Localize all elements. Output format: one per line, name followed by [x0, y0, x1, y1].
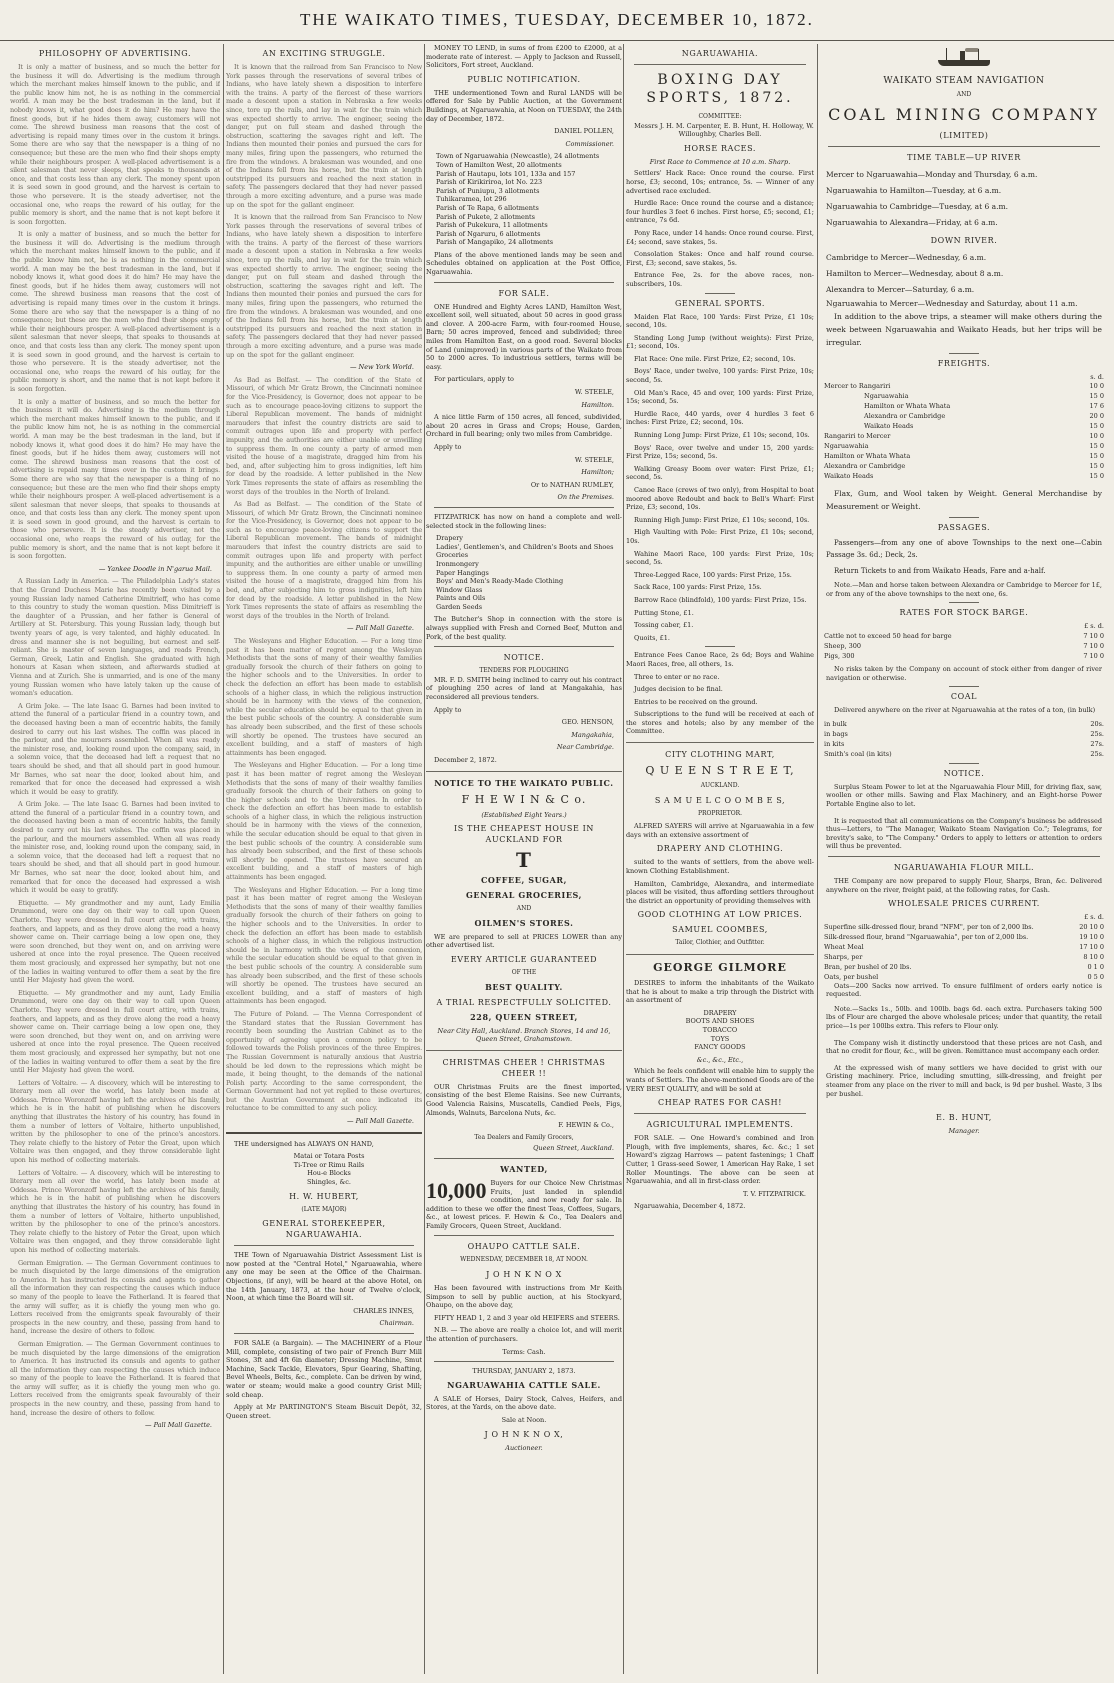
- column-4: [626, 44, 814, 1674]
- article-attribution: — New York World.: [349, 363, 414, 372]
- price-row: Silk-dressed flour, brand "Ngaruawahia", per ton of 2,000 lbs. 19 10 0: [824, 932, 1104, 941]
- ad-heading: OHAUPO CATTLE SALE.: [467, 1242, 581, 1252]
- wholesale-columns: £ s. d.: [1084, 913, 1104, 922]
- ad-place: Near Cambridge.: [556, 743, 614, 752]
- ad-item: Shingles, &c.: [307, 1178, 351, 1187]
- divider: [828, 856, 1100, 857]
- land-lot-list: [436, 152, 622, 247]
- ad-line: IS THE CHEAPEST HOUSE IN AUCKLAND FOR: [454, 824, 594, 845]
- ad-role: Auctioneer.: [505, 1443, 543, 1452]
- masthead-title: THE WAIKATO TIMES, TUESDAY, DECEMBER 10, 1872.: [300, 10, 814, 29]
- article-attribution: — Pall Mall Gazette.: [145, 1421, 212, 1430]
- article-attribution: — Yankee Doodle in N'garua Mail.: [98, 564, 212, 573]
- sport-entry: High Vaulting with Pole: First Prize, £1 10s; second, 10s.: [626, 528, 814, 545]
- freight-row: Hamilton or Whata Whata 17 6: [864, 402, 1104, 411]
- passages-note: Note.—Man and horse taken between Alexandra or Cambridge to Mercer for 1£, or from any of the above townships to the next one, 6s.: [826, 581, 1102, 598]
- ad-place: Queen Street, Auckland.: [533, 1144, 614, 1153]
- column-divider: [817, 44, 818, 1674]
- stock-item: Ladies', Gentlemen's, and Children's Boots and Shoes: [436, 542, 614, 551]
- stock-barge-heading: RATES FOR STOCK BARGE.: [899, 608, 1029, 618]
- stock-barge-note: No risks taken by the Company on account of stock either from danger of river navigation or otherwise.: [826, 664, 1102, 682]
- sport-entry: Old Man's Race, 45 and over, 100 yards: First Prize, 15s; second, 5s.: [626, 388, 814, 406]
- ad-terms: Terms: Cash.: [502, 1347, 546, 1356]
- divider: [634, 1113, 806, 1114]
- committee-label: COMMITTEE:: [698, 113, 742, 120]
- ad-date: THURSDAY, JANUARY 2, 1873.: [472, 1367, 576, 1376]
- ad-text: A nice little Farm of 150 acres, all fenced, subdivided, about 20 acres in Grass and Crops; House, Garden, Orchard in full bearing; only two miles from Cambridge.: [426, 413, 622, 439]
- ad-signature: W. STEELE,: [574, 388, 614, 396]
- stock-barge-row: Sheep, 300 7 10 0: [824, 641, 1104, 650]
- ad-date: December 2, 1872.: [434, 756, 497, 764]
- ad-signature: SAMUEL COOMBES,: [672, 925, 768, 935]
- ad-text: Buyers for our Choice New Christmas Fruits, just landed in splendid condition, and now ready for sale. In addition to these we offer the finest Teas, Coffees, Sugars, &c., at lowest prices. F. Hewin & Co., Tea Dealers and Family Grocers, Queen Street, Auckland.: [426, 1178, 622, 1230]
- price-row: Wheat Meal 17 10 0: [824, 942, 1104, 951]
- ad-city: AUCKLAND.: [700, 782, 740, 790]
- divider: [705, 646, 735, 647]
- ad-text: ALFRED SAYERS will arrive at Ngaruawahia in a few days with an extensive assortment of: [626, 822, 814, 839]
- stock-item: Drapery: [436, 534, 463, 543]
- ad-heading: NOTICE.: [503, 653, 545, 663]
- article-body: Letters of Voltaire. — A discovery, which will be interesting to literary men all over the world, has lately been made at Oddessa. Prince Woronzoff having left the archives of his family, which he is in the habit of publishing when he discovers anything that illustrates the history of his country, has found in them a number of letters of Voltaire, hitherto unpublished, written by the philosopher to one of the prince's ancestors. They relate chiefly to the history of Peter the Great, upon which Voltaire was then engaged, and they throw considerable light upon his method of collecting materials.: [10, 1078, 220, 1165]
- divider: [949, 686, 979, 687]
- column-divider: [223, 44, 224, 1674]
- freights-heading: FREIGHTS.: [937, 358, 991, 368]
- land-lot: Parish of Hautapu, lots 101, 133a and 157: [436, 169, 576, 178]
- sports-heading: BOXING DAY SPORTS, 1872.: [646, 72, 794, 106]
- ad-text: DESIRES to inform the inhabitants of the Waikato that he is about to make a trip through the District with an assortment of: [626, 979, 814, 1005]
- divider: [949, 353, 979, 354]
- mill-heading: NGARUAWAHIA FLOUR MILL.: [893, 862, 1035, 872]
- ad-name: H. W. HUBERT,: [289, 1191, 359, 1201]
- ad-owner: S A M U E L C O O M B E S,: [654, 795, 786, 805]
- sport-entry: Flat Race: One mile. First Prize, £2; second, 10s.: [634, 354, 796, 363]
- divider: [426, 1050, 622, 1051]
- article-body: The Future of Poland. — The Vienna Correspondent of the Standard states that the Russian Government has recently been sounding the Austrian Cabinet as to the opportunity of agreeing upon a common policy to be followed towards the Polish provinces of the three Empires. The Russian Government is naturally anxious that Austria should be led down to the repressions which might be made, it being thought, to the demands of the national Polish party. According to the same correspondent, the German Government had not yet replied to these overtures, but the Austrian Government at once indicated its reluctance to be committed to any such policy.: [226, 1009, 422, 1113]
- land-lot: Parish of Puniupu, 3 allotments: [436, 186, 540, 195]
- ad-text: Which he feels confident will enable him to supply the wants of Settlers. The above-mentioned Goods are of the VERY BEST QUALITY, and will be sold at: [626, 1067, 814, 1093]
- divider: [949, 763, 979, 764]
- divider: [434, 1361, 614, 1362]
- divider: [434, 646, 614, 647]
- company-name: COAL MINING COMPANY: [828, 104, 1100, 124]
- ad-text: Has been favoured with instructions from Mr Keith Simpson to sell by public auction, at his Stockyard, Ohaupo, on the above day,: [426, 1284, 622, 1310]
- ad-heading: NGARUAWAHIA CATTLE SALE.: [447, 1379, 601, 1390]
- ad-goods: GOOD CLOTHING AT LOW PRICES.: [637, 910, 803, 920]
- article-body: A Grim Joke. — The late Isaac G. Barnes had been invited to attend the funeral of a particular friend in a country town, and the deceased having been a man of eccentric habits, the family desired to carry out his last wishes. The coffin was placed in the parlour, and the mourners assembled. When all was ready the minister rose, and, looking round upon the company, said, in a solemn voice, that the deceased had left a request that no tears should be shed, and that all should part in good humour. Mr Barnes, who sat near the door, looked about him, and remarked that for once the deceased had expressed a wish which it would be easy to gratify.: [10, 701, 220, 796]
- entrance-fees: Entrance Fees Canoe Race, 2s 6d; Boys and Wahine Maori Races, free, all others, 1s.: [626, 651, 814, 668]
- start-time: First Race to Commence at 10 a.m. Sharp.: [649, 157, 791, 166]
- sport-entry: Hurdle Race, 440 yards, over 4 hurdles 3 feet 6 inches: First Prize, £2; second, 10s.: [626, 409, 814, 427]
- ad-signature: W. STEELE,: [574, 455, 614, 464]
- divider: [434, 507, 614, 508]
- sport-entry: Tossing caber, £1.: [634, 621, 694, 630]
- ad-goods: DRAPERY AND CLOTHING.: [656, 844, 784, 854]
- land-lot: Parish of Te Rapa, 6 allotments: [436, 203, 539, 212]
- stock-item: Paints and Oils: [436, 594, 486, 603]
- ad-text: FOR SALE (a Bargain). — The MACHINERY of a Flour Mill, complete, consisting of two pair of French Burr Mill Stones, 3ft and 4ft 6in diameter; Dressing Machine, Smut Machine, Sack Tackle, Elevators, Spur Gearing, Shafting, Bevel Wheels, Belts, &c., complete. Can be driven by wind, water or steam; would make a good country Grist Mill; sold cheap.: [226, 1338, 422, 1399]
- sport-entry: Canoe Race (crews of two only), from Hospital to boat moored above Redoubt and back to Bell's Wharf: First Prize, £3; second, 10s.: [626, 486, 814, 512]
- article-body: A Grim Joke. — The late Isaac G. Barnes had been invited to attend the funeral of a particular friend in a country town, and the deceased having been a man of eccentric habits, the family desired to carry out his last wishes. The coffin was placed in the parlour, and the mourners assembled. When all was ready the minister rose, and, looking round upon the company, said, in a solemn voice, that the deceased had left a request that no tears should be shed, and that all should part in good humour. Mr Barnes, who sat near the door, looked about him, and remarked that for once the deceased had expressed a wish which it would be easy to gratify.: [10, 800, 220, 895]
- sport-entry: Barrow Race (blindfold), 100 yards: First Prize, 15s.: [634, 595, 807, 604]
- ad-role: Chairman.: [379, 1319, 414, 1328]
- ad-text: A SALE of Horses, Dairy Stock, Calves, Heifers, and Stores, at the Yards, on the above date.: [426, 1394, 622, 1412]
- sport-entry: Running Long Jump: First Prize, £1 10s; second, 10s.: [634, 431, 810, 440]
- freight-row: Waikato Heads 15 0: [824, 472, 1104, 481]
- gristing-note: At the expressed wish of many settlers we have decided to grist with our Gristing machinery. Price, including smutting, silk-dressing, and freight per steamer from any place on the river to mill and back, is 9d per bushel. Waste, 3 lbs per bushel.: [826, 1063, 1102, 1098]
- ad-text: The Butcher's Shop in connection with the store is always supplied with Fresh and Corned Beef, Mutton and Pork, of the best quality.: [426, 615, 622, 641]
- ad-signature: F. HEWIN & Co.,: [558, 1121, 614, 1130]
- ad-sale-time: Sale at Noon.: [501, 1416, 547, 1424]
- article-body: The Wesleyans and Higher Education. — For a long time past it has been matter of regret among the Wesleyan Methodists that the sons of many of their wealthy families gradually forsook the church of their fathers on going to the higher schools and to the Universities. In order to check the defection an effort has been made to establish schools of a higher class, in which the religious instruction should be in harmony with the views of the connexion, while the secular education should be equal to that given in the best public schools of the country. A considerable sum has already been subscribed, and the first of these schools will shortly be opened. The trustees have secured an excellent building, and a staff of masters of high attainments has been engaged.: [226, 885, 422, 1006]
- ad-text: WE are prepared to sell at PRICES LOWER than any other advertised list.: [426, 932, 622, 950]
- ad-role: Tailor, Clothier, and Outfitter.: [675, 939, 765, 947]
- divider: [426, 771, 622, 772]
- rule-text: Entries to be received on the ground.: [634, 697, 758, 706]
- divider: [705, 293, 735, 294]
- auctioneer-name: J O H N K N O X: [486, 1270, 562, 1280]
- ad-item: Matai or Totara Posts: [293, 1152, 365, 1161]
- coal-row: in bulk 20s.: [824, 719, 1104, 728]
- divider: [234, 1333, 414, 1334]
- freight-row: Alexandra or Cambridge 15 0: [824, 462, 1104, 471]
- ad-heading: NOTICE TO THE WAIKATO PUBLIC.: [434, 777, 614, 788]
- timetable-heading: TIME TABLE—UP RIVER: [907, 152, 1021, 162]
- ad-text: N.B. — The above are really a choice lot, and will merit the attention of purchasers.: [426, 1326, 622, 1344]
- article-body: As Bad as Belfast. — The condition of the State of Missouri, of which Mr Gratz Brown, the Cincinnati nominee for the Vice-Presidency, is Governor, does not appear to be such as to encourage peace-loving citizens to support the Liberal Republican movement. The bands of midnight marauders that infest the country districts are said to commit outrages upon life and property with perfect impunity, and the authorities are either unable or unwilling to suppress them. In one county a party of armed men visited the house of a magistrate, dragged him from his bed, and, after subjecting him to gross indignities, left him for dead by the roadside. A letter published in the New York Times represents the state of affairs as resembling the worst days of the troubles in the North of Ireland.: [226, 375, 422, 496]
- ad-role: Tea Dealers and Family Grocers,: [474, 1133, 574, 1141]
- land-lot: Parish of Pukete, 2 allotments: [436, 212, 535, 221]
- freight-row: Hamilton or Whata Whata 15 0: [824, 452, 1104, 461]
- ad-subtitle: (LATE MAJOR): [301, 1205, 347, 1213]
- article-body: German Emigration. — The German Government continues to be much disquieted by the large dimensions of the emigration to America. It has instructed its consuls and agents to gather all the information they can respecting the causes which induce so many of the people to leave the Fatherland. It is feared that the army will suffer, as it is chiefly the young men who go. Letters received from the emigrants speak favourably of their prospects in the new country, and these, passing from hand to hand, increase the desire of others to follow.: [10, 1339, 220, 1417]
- committee-members: Messrs J. H. M. Carpenter, E. B. Hunt, H. Holloway, W. Willoughby, Charles Bell.: [634, 121, 814, 139]
- column-divider: [623, 44, 624, 1674]
- freight-row: Ngaruawahia 15 0: [864, 392, 1104, 401]
- divider: [828, 146, 1100, 147]
- article-body: A Russian Lady in America. — The Philadelphia Lady's states that the Grand Duchess Marie has recently been visited by a young Russian lady named Catherine Dimitrieff, who has come to this country to study the woman question. Miss Dimitrieff is the daughter of a Prussian, and her father is General of Artillery at St. Petersburg. This young Russian lady, though but twenty years of age, is very talented, and highly educated. In dress and manner she is not beguiling, but earnest and self-reliant. She is master of seven languages, and reads French, German, Greek, Latin and English. She graduated with high honours at Kasan when sixteen, and afterwards studied at Vienna and at Zurich. She is unmarried, and is one of the many young Russian women who have lately taken up the cause of woman's education.: [10, 577, 220, 698]
- article-heading: AN EXCITING STRUGGLE.: [262, 49, 386, 58]
- company-name: WAIKATO STEAM NAVIGATION: [883, 76, 1045, 86]
- divider: [626, 954, 814, 955]
- land-lot: Town of Ngaruawahia (Newcastle), 24 allotments: [436, 152, 600, 161]
- ad-item: Hou-e Blocks: [307, 1169, 351, 1178]
- ad-text: FIFTY HEAD 1, 2 and 3 year old HEIFERS and STEERS.: [434, 1313, 620, 1322]
- article-attribution: — Pall Mall Gazette.: [347, 624, 414, 633]
- timetable-entry: Cambridge to Mercer—Wednesday, 6 a.m.: [826, 252, 987, 262]
- ad-place: Hamilton.: [581, 400, 614, 409]
- race-entry: Consolation Stakes: Once and half round course. First, £3; second, save stakes, 5s.: [626, 250, 814, 267]
- price-row: Bran, per bushel of 20 lbs. 0 1 0: [824, 962, 1104, 971]
- stock-barge-columns: £ s. d.: [1084, 622, 1104, 631]
- ad-date: Ngaruawahia, December 4, 1872.: [634, 1202, 746, 1211]
- stock-item: Paper Hangings: [436, 568, 489, 577]
- manager-signature: E. B. HUNT,: [936, 1113, 992, 1123]
- article-body: It is only a matter of business, and so much the better for the business it will do. Advertising is the medium through which the merchant makes himself known to the public, and if the public know him not, he is as nothing in the commercial world. A man may be the best tradesman in the land, but if nobody knows it, what good does it do him? He may have the finest goods, but if he hides them away, customers will not come. The shrewd business man reasons that the cost of advertising is repaid many times over in the custom it brings. Some there are who say that the newspaper is a thing of no consequence; but these are the men who find their shops empty while their neighbours prosper. A well-placed advertisement is a silent salesman that never sleeps, that speaks to thousands at once, and that costs less than any clerk. The money spent upon it is seed sown in good ground, and the harvest is certain to those who persevere. It is the steady advertiser, not the occasional one, who reaps the reward of his outlay, for the public memory is short, and the name that is not kept before it is soon forgotten.: [10, 63, 220, 226]
- sport-entry: Quoits, £1.: [634, 633, 670, 642]
- race-entry: Pony Race, under 14 hands: Once round course. First, £4; second, save stakes, 5s.: [626, 228, 814, 246]
- article-body: Letters of Voltaire. — A discovery, which will be interesting to literary men all over the world, has lately been made at Oddessa. Prince Woronzoff having left the archives of his family, which he is in the habit of publishing when he discovers anything that illustrates the history of his country, has found in them a number of letters of Voltaire, hitherto unpublished, written by the philosopher to one of the prince's ancestors. They relate chiefly to the history of Peter the Great, upon which Voltaire was then engaged, and they throw considerable light upon his method of collecting materials.: [10, 1168, 220, 1254]
- wholesale-heading: WHOLESALE PRICES CURRENT.: [888, 899, 1040, 909]
- stock-item: Garden Seeds: [436, 602, 483, 611]
- article-body: Etiquette. — My grandmother and my aunt, Lady Emilia Drummond, were one day on their way to call upon Queen Charlotte. They were dressed in full court attire, with trains, feathers, and lappets, and as they drove along the road a heavy shower came on. Their carriage being a low open one, they were soon drenched, but they went on, and on arriving were ushered at once into the royal presence. The Queen received them most graciously, and expressed her sympathy, but not one of the ladies in waiting ventured to offer them a seat by the fire until Her Majesty had given the word.: [10, 898, 220, 985]
- sport-entry: Three-Legged Race, 100 yards: First Prize, 15s.: [634, 570, 792, 579]
- ad-heading: PUBLIC NOTIFICATION.: [467, 74, 581, 84]
- stock-item: Ironmongery: [436, 559, 479, 568]
- coal-heading: COAL: [950, 692, 978, 702]
- ad-text: THE undersigned has ALWAYS ON HAND,: [234, 1139, 374, 1148]
- divider: [634, 64, 806, 65]
- price-row: Sharps, per 8 10 0: [824, 952, 1104, 961]
- race-entry: Entrance Fee, 2s. for the above races, non-subscribers, 10s.: [626, 271, 814, 288]
- ad-text: THE undermentioned Town and Rural LANDS will be offered for Sale by Public Auction, at the Government Buildings, at Ngaruawahia, at Noon on TUESDAY, the 24th day of December, 1872.: [426, 88, 622, 123]
- land-lot: Parish of Mangapiko, 24 allotments: [436, 238, 554, 247]
- ad-signature: Or to NATHAN RUMLEY,: [530, 480, 614, 489]
- coal-row: in bags 25s.: [824, 729, 1104, 738]
- sport-entry: Walking Greasy Boom over water: First Prize, £1; second, 5s.: [626, 464, 814, 482]
- timetable-note: In addition to the above trips, a steamer will make others during the week between Ngaruawahia and Waikato Heads, but her trips will be irregular.: [826, 311, 1102, 347]
- stock-barge-row: Pigs, 300 7 10 0: [824, 651, 1104, 660]
- rule-text: Three to enter or no race.: [634, 672, 720, 681]
- ad-text: Apply to: [434, 705, 462, 714]
- ad-text: Hamilton, Cambridge, Alexandra, and intermediate places will be visited, thus affording settlers throughout the district an opportunity of providing themselves with: [626, 879, 814, 905]
- rule-text: Judges decision to be final.: [634, 685, 723, 694]
- freight-row: Rangariri to Mercer 10 0: [824, 432, 1104, 441]
- divider: [434, 282, 614, 283]
- ad-rates: CHEAP RATES FOR CASH!: [657, 1098, 783, 1108]
- freight-row: Alexandra or Cambridge 20 0: [864, 412, 1104, 421]
- sport-entry: Wahine Maori Race, 100 yards: First Prize, 10s; second, 5s.: [626, 549, 814, 567]
- freights-columns: s. d.: [1090, 372, 1104, 381]
- credit-note: The Company wish it distinctly understood that these prices are not Cash, and that no credit for flour, &c., will be given. Remittance must accompany each order.: [826, 1038, 1102, 1056]
- ad-text: suited to the wants of settlers, from the above well-known Clothing Establishment.: [626, 858, 814, 876]
- column-5: [820, 44, 1108, 1674]
- divider: [434, 1235, 614, 1236]
- sport-entry: Putting Stone, £1.: [634, 608, 694, 617]
- ad-established: (Established Eight Years.): [481, 810, 567, 819]
- ad-heading: CHRISTMAS CHEER ! CHRISTMAS CHEER !!: [442, 1057, 606, 1078]
- land-lot: Parish of Ngaruru, 6 allotments: [436, 229, 541, 238]
- ad-signature: DANIEL POLLEN,: [554, 127, 614, 136]
- ad-item: Ti-Tree or Rimu Rails: [293, 1160, 365, 1169]
- article-heading: PHILOSOPHY OF ADVERTISING.: [38, 49, 192, 58]
- land-lot: Parish of Kirikiriroa, lot No. 223: [436, 178, 543, 187]
- ad-and: AND: [516, 905, 532, 913]
- ad-place: On the Premises.: [557, 493, 614, 502]
- article-body: It is known that the railroad from San Francisco to New York passes through the reservations of several tribes of Indians, who have lately shewn a disposition to interfere with the trains. A party of the fiercest of these warriors made a descent upon a station in Nebraska a few weeks since, tore up the rails, and lay in wait for the train which was expected shortly to arrive. The engineer, seeing the danger, put on full steam and dashed through the obstruction, scattering the savages right and left. The Indians then mounted their ponies and pursued the cars for many miles, firing upon the passengers, who returned the fire from the windows. A brakesman was wounded, and one of the Indians fell from his horse, but the train at length outstripped its pursuers and reached the next station in safety. The passengers declared that they had never passed through a more exciting adventure, and a purse was made up on the spot for the gallant engineer.: [226, 213, 422, 359]
- ad-text: For particulars, apply to: [434, 375, 514, 384]
- divider: [949, 602, 979, 603]
- freight-row: Ngaruawahia 15 0: [824, 442, 1104, 451]
- auctioneer-name: J O H N K N O X,: [484, 1429, 564, 1439]
- section-heading: HORSE RACES.: [683, 143, 757, 153]
- wholesale-oats: Oats—200 Sacks now arrived. To ensure fulfilment of orders early notice is requested.: [826, 981, 1102, 999]
- ad-role: Commissioner.: [565, 139, 614, 148]
- ad-text: OUR Christmas Fruits are the finest imported, consisting of the best Eleme Raisins. See new Currants, Good Valencia Raisins, Muscatells, Candied Peels, Figs, Almonds, Walnuts, Barcelona Nuts, &c.: [426, 1082, 622, 1117]
- ad-text: Plans of the above mentioned lands may be seen and Schedules obtained on application at the Post Office, Ngaruawahia.: [426, 250, 622, 277]
- steamship-icon: [936, 48, 992, 70]
- divider: [626, 742, 814, 743]
- ad-place: Mangakahia,: [571, 730, 614, 739]
- price-row: Oats, per bushel 0 5 0: [824, 972, 1104, 981]
- ad-text: ONE Hundred and Eighty Acres LAND, Hamilton West, excellent soil, well situated, about 50 acres in good grass and clover. A 200-acre Farm, with four-roomed House, Barn; 50 acres improved, fenced and subdivided; three miles from Hamilton East, on a good road. Several blocks of Land (unimproved) in various parts of the Waikato from 50 to 2000 acres. To industrious settlers, terms will be easy.: [426, 302, 622, 371]
- stock-item: Boys' and Men's Ready-Made Clothing: [436, 577, 564, 586]
- goods-etc: &c., &c., Etc.,: [696, 1055, 744, 1064]
- column-2: [226, 44, 422, 1674]
- article-body: As Bad as Belfast. — The condition of the State of Missouri, of which Mr Gratz Brown, the Cincinnati nominee for the Vice-Presidency, is Governor, does not appear to be such as to encourage peace-loving citizens to support the Liberal Republican movement. The bands of midnight marauders that infest the country districts are said to commit outrages upon life and property with perfect impunity, and the authorities are either unable or unwilling to suppress them. In one county a party of armed men visited the house of a magistrate, dragged him from his bed, and, after subjecting him to gross indignities, left him for dead by the roadside. A letter published in the New York Times represents the state of affairs as resembling the worst days of the troubles in the North of Ireland.: [226, 500, 422, 620]
- ad-subheading: TENDERS FOR PLOUGHING: [479, 667, 569, 675]
- company-and: AND: [956, 91, 972, 98]
- goods-item: DRAPERY: [703, 1008, 737, 1017]
- notice-text: Surplus Steam Power to let at the Ngaruawahia Flour Mill, for driving flax, saw, woollen or other mills. Sawing and Flax Machinery, and an Eight-horse Power Portable Engine also to let.: [826, 782, 1102, 808]
- goods-list: [626, 1009, 814, 1052]
- goods-item: FANCY GOODS: [694, 1043, 746, 1052]
- ad-signature: T. V. FITZPATRICK.: [743, 1189, 806, 1198]
- ad-trial: A TRIAL RESPECTFULLY SOLICITED.: [436, 997, 612, 1007]
- company-limited: (LIMITED): [939, 130, 989, 140]
- sport-entry: Maiden Flat Race, 100 Yards: First Prize, £1 10s; second, 10s.: [626, 312, 814, 330]
- sport-entry: Running High Jump: First Prize, £1 10s; second, 10s.: [634, 515, 810, 524]
- ad-text: MR. F. D. SMITH being inclined to carry out his contract of ploughing 250 acres of land at Mangakahia, has reconsidered all previous tenders.: [426, 675, 622, 702]
- ad-heading: WANTED,: [500, 1163, 548, 1174]
- land-lot: Parish of Pukekura, 11 allotments: [436, 221, 548, 230]
- goods-item: TOBACCO: [702, 1025, 738, 1034]
- divider: [434, 1158, 614, 1159]
- passages-text: Passengers—from any one of above Townships to the next one—Cabin Passage 3s. 6d.; Deck, 2s.: [826, 539, 1102, 560]
- ad-street: Q U E E N S T R E E T,: [645, 764, 795, 778]
- ad-address: 228, QUEEN STREET,: [470, 1011, 578, 1022]
- passages-return: Return Tickets to and from Waikato Heads, Fare and a-half.: [834, 567, 1046, 576]
- ad-heading: AGRICULTURAL IMPLEMENTS.: [646, 1120, 794, 1130]
- divider: [234, 1245, 414, 1246]
- ad-signature: GEO. HENSON,: [561, 718, 614, 727]
- column-divider: [424, 44, 425, 1674]
- sport-entry: Standing Long Jump (without weights): First Prize, £1; second, 10s.: [626, 333, 814, 351]
- ad-place: NGARUAWAHIA.: [681, 49, 759, 58]
- timetable-entry: Ngaruawahia to Hamilton—Tuesday, at 6 a.m.: [826, 185, 1002, 195]
- timetable-entry: Mercer to Ngaruawahia—Monday and Thursday, 6 a.m.: [826, 169, 1038, 179]
- timetable-entry: Ngaruawahia to Cambridge—Tuesday, at 6 a.m.: [826, 201, 1009, 211]
- land-lot: Tuhikaramea, lot 296: [436, 195, 507, 204]
- column-1: [10, 44, 220, 1674]
- ad-text: THE Town of Ngaruawahia District Assessment List is now posted at the "Central Hotel," Ngaruawahia, where any one may be seen at the Office of the Chairman. Objections, (if any), will be heard at the above Hotel, on the 14th January, 1873, at the hour of Twelve o'clock, Noon, at which time the Board will sit.: [226, 1251, 422, 1303]
- ad-guarantee: EVERY ARTICLE GUARANTEED: [450, 954, 598, 964]
- stock-item: Groceries: [436, 551, 469, 560]
- ad-text: MONEY TO LEND, in sums of from £200 to £2000, at a moderate rate of interest. — Apply to Jackson and Russell, Solicitors, Fort street, Auckland.: [426, 44, 622, 70]
- divider: [949, 517, 979, 518]
- timetable-entry: Alexandra to Mercer—Saturday, 6 a.m.: [826, 284, 975, 294]
- freights-note: Flax, Gum, and Wool taken by Weight. General Merchandise by Measurement or Weight.: [826, 489, 1102, 512]
- article-body: It is known that the railroad from San Francisco to New York passes through the reservations of several tribes of Indians, who have lately shewn a disposition to interfere with the trains. A party of the fiercest of these warriors made a descent upon a station in Nebraska a few weeks since, tore up the rails, and lay in wait for the train which was expected shortly to arrive. The engineer, seeing the danger, put on full steam and dashed through the obstruction, scattering the savages right and left. The Indians then mounted their ponies and pursued the cars for many miles, firing upon the passengers, who returned the fire from the windows. A brakesman was wounded, and one of the Indians fell from his horse, but the train at length outstripped its pursuers and reached the next station in safety. The passengers declared that they had never passed through a more exciting adventure, and a purse was made up on the spot for the gallant engineer.: [226, 63, 422, 209]
- race-entry: Settlers' Hack Race: Once round the course. First horse, £3; second, 10s; entrance, 5s. — Winner of any advertised race excluded.: [626, 169, 814, 195]
- timetable-entry: Ngaruawahia to Alexandra—Friday, at 6 a.m.: [826, 217, 998, 227]
- ad-address-detail: Near City Hall, Auckland. Branch Stores, 14 and 16, Queen Street, Grahamstown.: [437, 1026, 611, 1044]
- race-entry: Hurdle Race: Once round the course and a distance; four hurdles 3 feet 6 inches. First horse, £5; second, £1; entrance, 7s 6d.: [626, 199, 814, 225]
- rule-text: Subscriptions to the fund will be received at each of the stores and hotels; also by any member of the Committee.: [626, 710, 814, 736]
- sport-entry: Boys' Race, over twelve and under 15, 200 yards: First Prize, 15s; second, 5s.: [626, 443, 814, 461]
- sport-entry: Sack Race, 100 yards: First Prize, 15s.: [634, 583, 762, 592]
- coal-text: Delivered anywhere on the river at Ngaruawahia at the rates of a ton, (in bulk): [834, 706, 1096, 715]
- ad-quality: BEST QUALITY.: [485, 981, 563, 992]
- goods-item: BOOTS AND SHOES: [685, 1017, 755, 1026]
- stock-barge-row: Cattle not to exceed 50 head for barge 7 10 0: [824, 631, 1104, 640]
- article-body: German Emigration. — The German Government continues to be much disquieted by the large dimensions of the emigration to America. It has instructed its consuls and agents to gather all the information they can respecting the causes which induce so many of the people to leave the Fatherland. It is feared that the army will suffer, as it is chiefly the young men who go. Letters received from the emigrants speak favourably of their prospects in the new country, and these, passing from hand to hand, increase the desire of others to follow.: [10, 1258, 220, 1336]
- coal-row: in kits 27s.: [824, 739, 1104, 748]
- article-body: The Wesleyans and Higher Education. — For a long time past it has been matter of regret among the Wesleyan Methodists that the sons of many of their wealthy families gradually forsook the church of their fathers on going to the higher schools and to the Universities. In order to check the defection an effort has been made to establish schools of a higher class, in which the religious instruction should be in harmony with the views of the connexion, while the secular education should be equal to that given in the best public schools of the country. A considerable sum has already been subscribed, and the first of these schools will shortly be opened. The trustees have secured an excellent building, and a staff of masters of high attainments has been engaged.: [226, 761, 422, 882]
- article-body: Etiquette. — My grandmother and my aunt, Lady Emilia Drummond, were one day on their way to call upon Queen Charlotte. They were dressed in full court attire, with trains, feathers, and lappets, and as they drove along the road a heavy shower came on. Their carriage being a low open one, they were soon drenched, but they went on, and on arriving were ushered at once into the royal presence. The Queen received them most graciously, and expressed her sympathy, but not one of the ladies in waiting ventured to offer them a seat by the fire until Her Majesty had given the word.: [10, 988, 220, 1075]
- ad-text: FITZPATRICK has now on hand a complete and well-selected stock in the following lines:: [426, 512, 622, 530]
- column-3: [426, 44, 622, 1674]
- land-lot: Town of Hamilton West, 20 allotments: [436, 160, 562, 169]
- coal-row: Smith's coal (in kits) 25s.: [824, 749, 1104, 758]
- ad-text: Apply to: [434, 442, 462, 451]
- ad-text: FOR SALE. — One Howard's combined and Iron Plough, with five implements, shares, &c. &c.; 1 set Howard's zigzag Harrows — patent fastenings; 1 Chaff Cutter, 1 Grass-seed Sower, 1 American Hay Rake, 1 set Roller Mountings. The above can be seen at Ngaruawahia, and all in first-class order.: [626, 1134, 814, 1186]
- notice-text: It is requested that all communications on the Company's business be addressed thus—Letters, to "The Manager, Waikato Steam Navigation Co."; Telegrams, for brevity's sake, to "The Company." Orders to apply to letters or attention to orders will thus be prevented.: [826, 816, 1102, 851]
- mill-text: THE Company are now prepared to supply Flour, Sharps, Bran, &c. Delivered anywhere on the river, freight paid, at the following rates, for Cash.: [826, 876, 1102, 894]
- timetable-entry: Hamilton to Mercer—Wednesday, about 8 a.m.: [826, 268, 1004, 278]
- ad-shop-name: F H E W I N & C o.: [461, 792, 587, 806]
- goods-item: TOYS: [710, 1034, 730, 1043]
- stock-item: Window Glass: [436, 585, 483, 594]
- ad-place: Hamilton;: [581, 468, 614, 477]
- article-body: It is only a matter of business, and so much the better for the business it will do. Advertising is the medium through which the merchant makes himself known to the public, and if the public know him not, he is as nothing in the commercial world. A man may be the best tradesman in the land, but if nobody knows it, what good does it do him? He may have the finest goods, but if he hides them away, customers will not come. The shrewd business man reasons that the cost of advertising is repaid many times over in the custom it brings. Some there are who say that the newspaper is a thing of no consequence; but these are the men who find their shops empty while their neighbours prosper. A well-placed advertisement is a silent salesman that never sleeps, that speaks to thousands at once, and that costs less than any clerk. The money spent upon it is seed sown in good ground, and the harvest is certain to those who persevere. It is the steady advertiser, not the occasional one, who reaps the reward of his outlay, for the public memory is short, and the name that is not kept before it is soon forgotten.: [10, 230, 220, 393]
- price-row: Superfine silk-dressed flour, brand "NFM", per ton of 2,000 lbs. 20 10 0: [824, 922, 1104, 931]
- ad-goods: OILMEN'S STORES.: [474, 917, 574, 928]
- article-body: It is only a matter of business, and so much the better for the business it will do. Advertising is the medium through which the merchant makes himself known to the public, and if the public know him not, he is as nothing in the commercial world. A man may be the best tradesman in the land, but if nobody knows it, what good does it do him? He may have the finest goods, but if he hides them away, customers will not come. The shrewd business man reasons that the cost of advertising is repaid many times over in the custom it brings. Some there are who say that the newspaper is a thing of no consequence; but these are the men who find their shops empty while their neighbours prosper. A well-placed advertisement is a silent salesman that never sleeps, that speaks to thousands at once, and that costs less than any clerk. The money spent upon it is seed sown in good ground, and the harvest is certain to those who persevere. It is the steady advertiser, not the occasional one, who reaps the reward of his outlay, for the public memory is short, and the name that is not kept before it is soon forgotten.: [10, 397, 220, 561]
- ad-goods: GENERAL GROCERIES,: [465, 890, 583, 901]
- stock-list: [436, 534, 622, 611]
- ad-text: Apply at Mr PARTINGTON'S Steam Biscuit Depôt, 32, Queen street.: [226, 1403, 422, 1420]
- ad-wanted-block: [426, 1179, 622, 1231]
- manager-role: Manager.: [948, 1127, 980, 1136]
- notice-heading: NOTICE.: [943, 768, 985, 778]
- wholesale-note: Note.—Sacks 1s., 50lb. and 100lb. bags 6d. each extra. Purchasers taking 500 lbs of Flour are charged the above wholesale prices; under that quantity, the retail price—1s per 100lbs extra. This refers to Flour only.: [826, 1004, 1102, 1031]
- timetable-heading: DOWN RIVER.: [930, 235, 998, 245]
- freight-row: Waikato Heads 15 0: [864, 422, 1104, 431]
- section-heading: GENERAL SPORTS.: [674, 298, 766, 308]
- freight-row: Mercer to Rangariri 10 0: [824, 382, 1104, 391]
- ad-heading: GEORGE GILMORE: [653, 961, 787, 974]
- divider: [226, 1132, 422, 1134]
- ad-wanted-number: 10,000: [426, 1177, 487, 1203]
- passages-heading: PASSAGES.: [937, 523, 991, 533]
- ad-item-list: [236, 1152, 422, 1186]
- article-attribution: — Pall Mall Gazette.: [347, 1117, 414, 1126]
- ad-big-letter: T: [516, 848, 532, 873]
- ad-role: PROPRIETOR.: [697, 809, 743, 817]
- ad-heading: FOR SALE.: [498, 288, 550, 298]
- article-body: The Wesleyans and Higher Education. — For a long time past it has been matter of regret among the Wesleyan Methodists that the sons of many of their wealthy families gradually forsook the church of their fathers on going to the higher schools and to the Universities. In order to check the defection an effort has been made to establish schools of a higher class, in which the religious instruction should be in harmony with the views of the connexion, while the secular education should be equal to that given in the best public schools of the country. A considerable sum has already been subscribed, and the first of these schools will shortly be opened. The trustees have secured an excellent building, and a staff of masters of high attainments has been engaged.: [226, 637, 422, 757]
- sport-entry: Boys' Race, under twelve, 100 yards: First Prize, 10s; second, 5s.: [626, 367, 814, 385]
- ad-of-the: OF THE: [511, 968, 537, 976]
- masthead-rule: [0, 40, 1114, 41]
- timetable-entry: Ngaruawahia to Mercer—Wednesday and Saturday, about 11 a.m.: [826, 298, 1078, 308]
- ad-goods: COFFEE, SUGAR,: [480, 875, 568, 886]
- ad-role: GENERAL STOREKEEPER, NGARUAWAHIA.: [262, 1219, 386, 1240]
- ad-heading: CITY CLOTHING MART,: [665, 750, 775, 760]
- ad-date: WEDNESDAY, DECEMBER 18, AT NOON.: [460, 1256, 588, 1264]
- ad-signature: CHARLES INNES,: [353, 1306, 414, 1315]
